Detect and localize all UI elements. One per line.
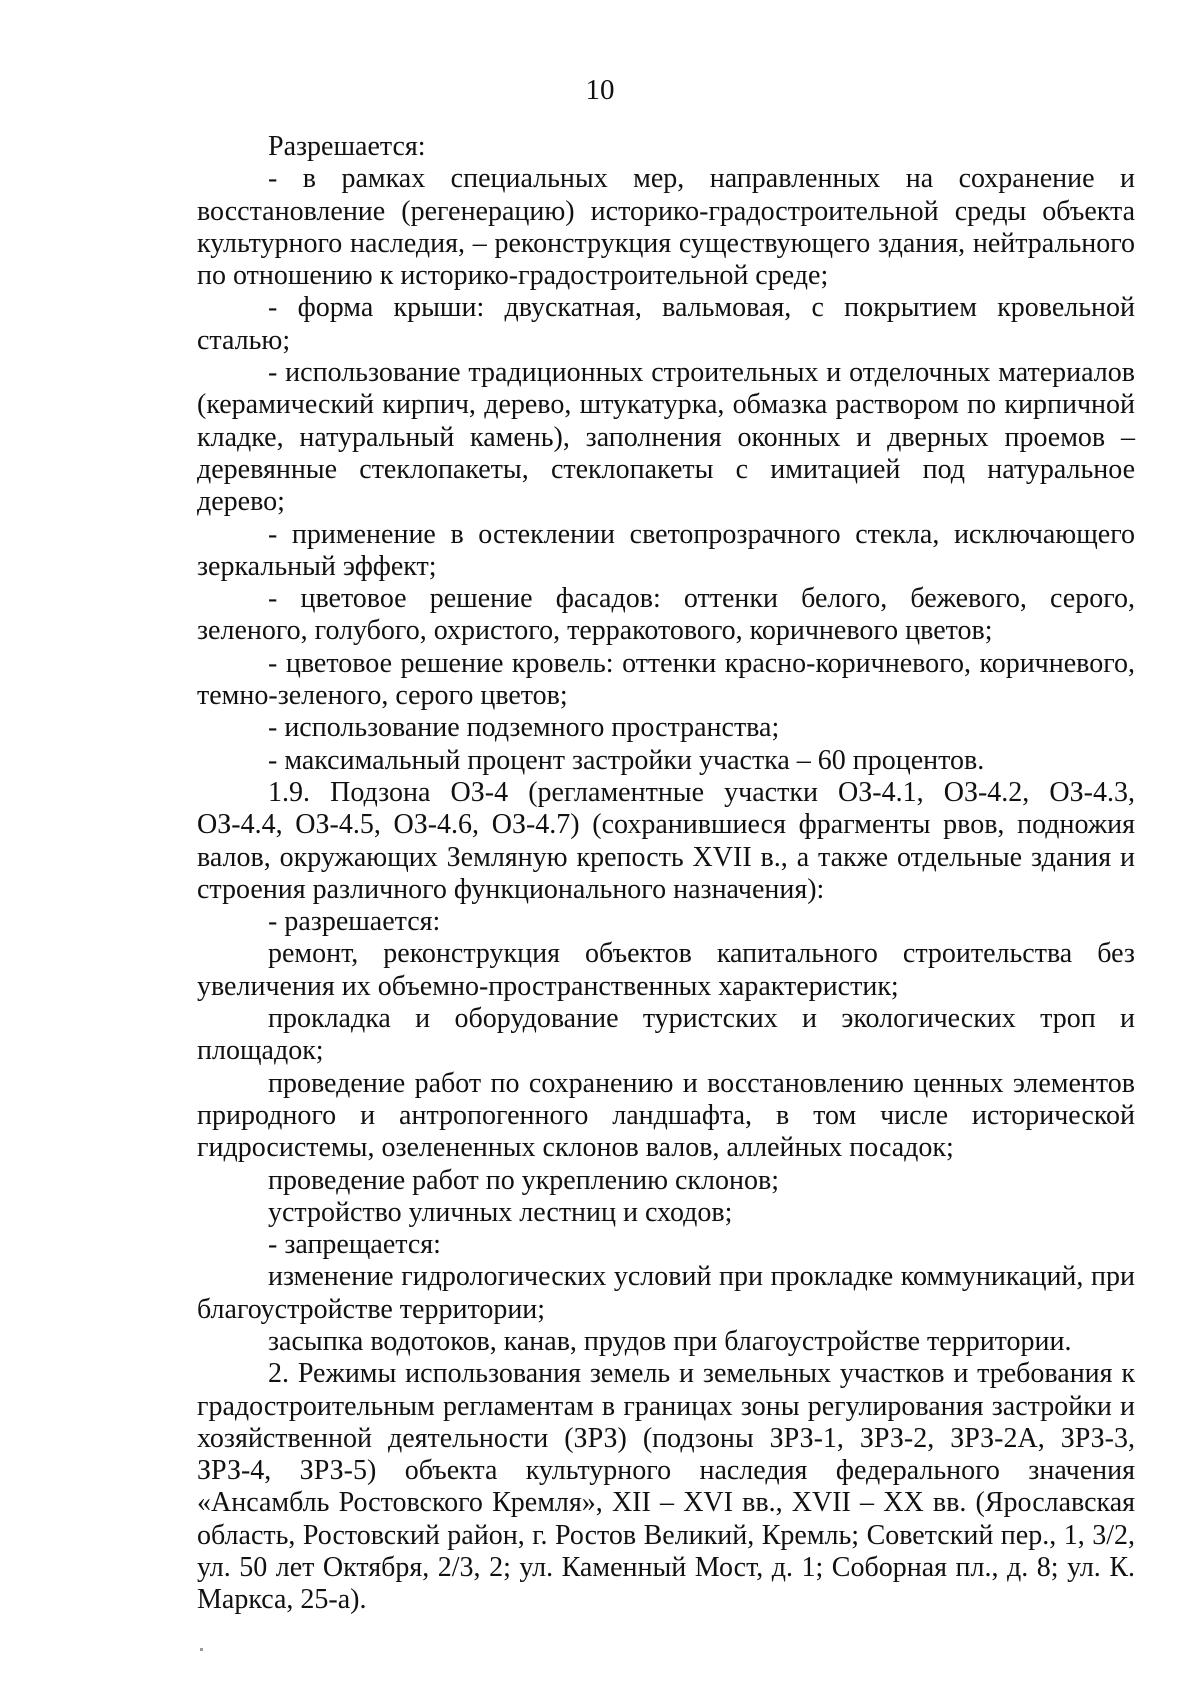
- paragraph-prohibited: - запрещается:: [268, 1229, 441, 1261]
- document-body: [197, 131, 1135, 1617]
- paragraph-glazing: - применение в остеклении светопрозрачного стекла, исключающего зеркальный эффект;: [197, 518, 1135, 582]
- paragraph-underground: - использование подземного пространства;: [268, 712, 780, 744]
- paragraph-roof-colors: - цветовое решение кровель: оттенки красно-коричневого, коричневого, темно-зеленого, серого цветов;: [197, 647, 1135, 712]
- paragraph-max-coverage: - максимальный процент застройки участка – 60 процентов.: [268, 744, 985, 776]
- paragraph-stairs: устройство уличных лестниц и сходов;: [268, 1196, 733, 1228]
- scan-speck: [200, 1648, 203, 1651]
- paragraph-slopes: проведение работ по укреплению склонов;: [268, 1164, 779, 1196]
- paragraph-hydrology: изменение гидрологических условий при прокладке коммуникаций, при благоустройстве территории;: [197, 1261, 1135, 1325]
- paragraph-roof-form: - форма крыши: двускатная, вальмовая, с покрытием кровельной сталью;: [197, 292, 1135, 356]
- paragraph-permitted-heading: Разрешается:: [268, 131, 426, 162]
- paragraph-facade-colors: - цветовое решение фасадов: оттенки белого, бежевого, серого, зеленого, голубого, охристого, терракотового, коричневого цветов;: [197, 583, 1135, 647]
- paragraph-landscape: проведение работ по сохранению и восстановлению ценных элементов природного и антропогенного ландшафта, в том числе исторической гидросистемы, озелененных склонов валов, аллейных посадок;: [197, 1067, 1135, 1164]
- paragraph-backfill: засыпка водотоков, канав, прудов при благоустройстве территории.: [268, 1325, 1072, 1357]
- paragraph-materials: - использование традиционных строительных и отделочных материалов (керамический кирпич, дерево, штукатурка, обмазка раствором по кирпичной кладке, натуральный камень), заполнения оконных и дверных проемов – деревянные стеклопакеты, стеклопакеты с имитацией под натуральное дерево;: [197, 357, 1135, 518]
- paragraph-trails: прокладка и оборудование туристских и экологических троп и площадок;: [197, 1003, 1135, 1067]
- paragraph-permitted: - разрешается:: [268, 906, 441, 938]
- paragraph-repair: ремонт, реконструкция объектов капитального строительства без увеличения их объемно-пространственных характеристик;: [197, 938, 1135, 1002]
- page-number: 10: [585, 74, 615, 106]
- paragraph-reconstruction: - в рамках специальных мер, направленных на сохранение и восстановление (регенерацию) историко-градостроительной среды объекта культурного наследия, – реконструкция существующего здания, нейтрального по отношению к историко-градостроительной среде;: [197, 163, 1135, 292]
- paragraph-subzone-oz4: 1.9. Подзона ОЗ-4 (регламентные участки ОЗ-4.1, ОЗ-4.2, ОЗ-4.3, ОЗ-4.4, ОЗ-4.5, ОЗ-4.6, ОЗ-4.7) (сохранившиеся фрагменты рвов, подножия валов, окружающих Земляную крепость XVII в., а также отдельные здания и строения различного функционального назначения):: [197, 776, 1135, 905]
- paragraph-section-2: 2. Режимы использования земель и земельных участков и требования к градостроительным регламентам в границах зоны регулирования застройки и хозяйственной деятельности (ЗРЗ) (подзоны ЗРЗ-1, ЗРЗ-2, ЗРЗ-2А, ЗРЗ-3, ЗРЗ-4, ЗРЗ-5) объекта культурного наследия федерального значения «Ансамбль Ростовского Кремля», XII – XVI вв., XVII – XX вв. (Ярославская область, Ростовский район, г. Ростов Великий, Кремль; Советский пер., 1, 3/2, ул. 50 лет Октября, 2/3, 2; ул. Каменный Мост, д. 1; Соборная пл., д. 8; ул. К. Маркса, 25-а).: [197, 1358, 1135, 1616]
